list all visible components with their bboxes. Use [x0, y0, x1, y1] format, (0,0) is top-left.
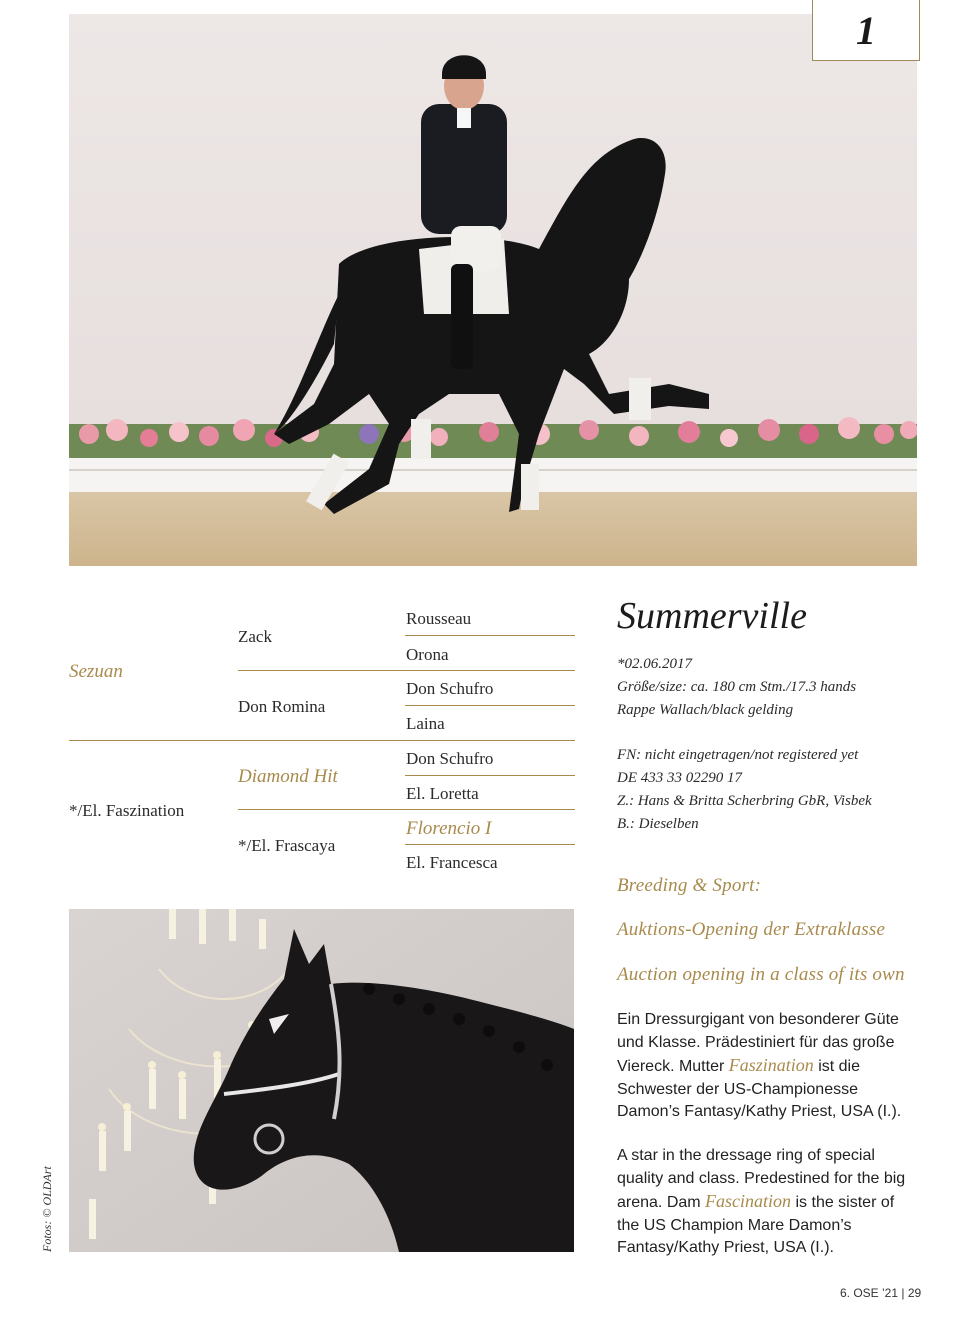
owner: B.: Dieselben: [617, 816, 699, 832]
heading-english: Auction opening in a class of its own: [617, 964, 905, 985]
ueln-number: DE 433 33 02290 17: [617, 770, 742, 786]
pedigree-dam-sire-dam: El. Loretta: [406, 784, 479, 803]
pedigree-dam-dam: */El. Frascaya: [238, 836, 336, 855]
dam-name-highlight-en: Fascination: [705, 1191, 792, 1212]
breeder: Z.: Hans & Britta Scherbring GbR, Visbek: [617, 793, 872, 809]
heading-breeding-sport: Breeding & Sport:: [617, 875, 762, 896]
pedigree-dam-sire: Diamond Hit: [238, 766, 338, 787]
divider: [405, 635, 575, 636]
page-footer: 6. OSE ’21 | 29: [840, 1286, 922, 1300]
dam-name-highlight-de: Faszination: [728, 1055, 814, 1076]
description-english: [617, 1145, 917, 1260]
divider: [405, 844, 575, 845]
pedigree-dam-dam-sire: Florencio I: [406, 818, 492, 839]
description-english-part1: A star in the dressage ring of special quality and class. Predestined for the big arena. Dam: [617, 1147, 906, 1212]
divider: [69, 740, 575, 741]
description-german: [617, 1009, 917, 1124]
lot-number-box: [812, 0, 920, 61]
fn-registration: FN: nicht eingetragen/not registered yet: [617, 747, 859, 763]
description-german-part2: ist die Schwester der US-Championesse Damon’s Fantasy/Kathy Priest, USA (I.).: [617, 1058, 902, 1121]
lot-number: 1: [856, 7, 876, 53]
divider: [238, 670, 575, 671]
horse-color: Rappe Wallach/black gelding: [617, 702, 794, 718]
pedigree-dam: */El. Faszination: [69, 801, 185, 820]
pedigree-sire-sire-dam: Orona: [406, 645, 449, 664]
pedigree-dam-dam-dam: El. Francesca: [406, 853, 498, 872]
pedigree-sire-dam-dam: Laina: [406, 714, 445, 733]
divider: [238, 809, 575, 810]
top-photo-rider-horse: [69, 14, 917, 566]
description-english-part2: is the sister of the US Champion Mare Damon’s Fantasy/Kathy Priest, USA (I.).: [617, 1194, 895, 1257]
pedigree-dam-sire-sire: Don Schufro: [406, 749, 494, 768]
pedigree-sire-sire: Zack: [238, 627, 272, 646]
photo-credit: Fotos: © OLDArt: [40, 1166, 54, 1252]
pedigree-sire: Sezuan: [69, 661, 123, 682]
pedigree-sire-sire-sire: Rousseau: [406, 609, 472, 628]
horse-size: Größe/size: ca. 180 cm Stm./17.3 hands: [617, 679, 857, 695]
divider: [405, 775, 575, 776]
birth-date: *02.06.2017: [617, 656, 692, 672]
heading-german: Auktions-Opening der Extraklasse: [617, 919, 886, 940]
pedigree-sire-dam-sire: Don Schufro: [406, 679, 494, 698]
divider: [405, 705, 575, 706]
pedigree-sire-dam: Don Romina: [238, 697, 326, 716]
bottom-photo-horse-portrait: [69, 909, 574, 1252]
horse-name-title: Summerville: [617, 595, 807, 637]
description-german-part1: Ein Dressurgigant von besonderer Güte und Klasse. Prädestiniert für das große Viereck. Mutter: [617, 1011, 899, 1076]
